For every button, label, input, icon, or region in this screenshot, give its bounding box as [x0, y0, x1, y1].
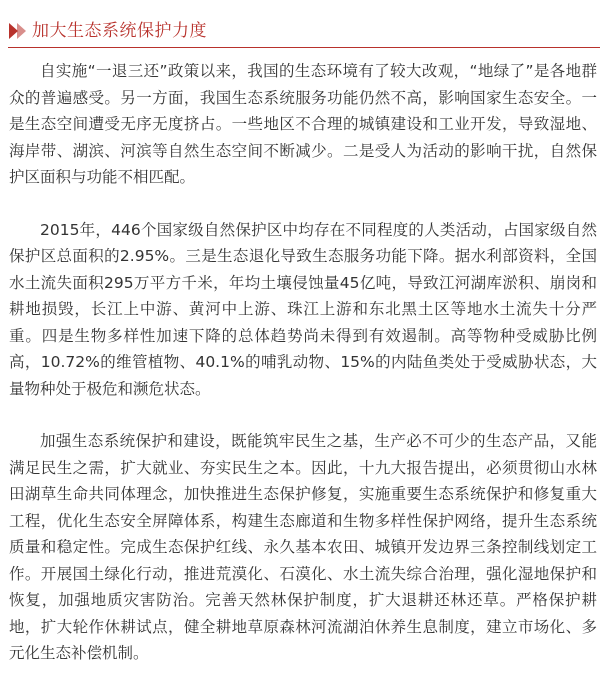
paragraph-1: 自实施“一退三还”政策以来，我国的生态环境有了较大改观，“地绿了”是各地群众的普遍感受。另一方面，我国生态系统服务功能仍然不高，影响国家生态安全。一是生态空间遭受无序无度挤占。一些地区不合理的城镇建设和工业开发，导致湿地、海岸带、湖滨、河滨等自然生态空间不断减少。二是受人为活动的影响干扰，自然保护区面积与功能不相匹配。 [9, 62, 597, 186]
paragraph-3: 加强生态系统保护和建设，既能筑牢民生之基，生产必不可少的生态产品，又能满足民生之需，扩大就业、夯实民生之本。因此，十九大报告提出，必须贯彻山水林田湖草生命共同体理念，加快推进生态保护修复，实施重要生态系统保护和修复重大工程，优化生态安全屏障体系，构建生态廊道和生物多样性保护网络，提升生态系统质量和稳定性。完成生态保护红线、永久基本农田、城镇开发边界三条控制线划定工作。开展国土绿化行动，推进荒漠化、石漠化、水土流失综合治理，强化湿地保护和恢复，加强地质灾害防治。完善天然林保护制度，扩大退耕还林还草。严格保护耕地，扩大轮作休耕试点，健全耕地草原森林河流湖泊休养生息制度，建立市场化、多元化生态补偿机制。 [9, 432, 597, 662]
header-divider [8, 47, 600, 48]
paragraph-2: 2015年，446个国家级自然保护区中均存在不同程度的人类活动，占国家级自然保护区总面积的2.95%。三是生态退化导致生态服务功能下降。据水利部资料，全国水土流失面积295万平方千米，年均土壤侵蚀量45亿吨，导致江河湖库淤积、崩岗和耕地损毁，长江上中游、黄河中上游、珠江上游和东北黑土区等地水土流失十分严重。四是生物多样性加速下降的总体趋势尚未得到有效遏制。高等物种受威胁比例高，10.72%的维管植物、40.1%的哺乳动物、15%的内陆鱼类处于受威胁状态，大量物种处于极危和濒危状态。 [9, 220, 597, 398]
section-header [8, 18, 600, 48]
section-title: 加大生态系统保护力度 [32, 21, 207, 41]
article-body [9, 58, 597, 667]
double-arrow-right-icon [8, 22, 32, 40]
